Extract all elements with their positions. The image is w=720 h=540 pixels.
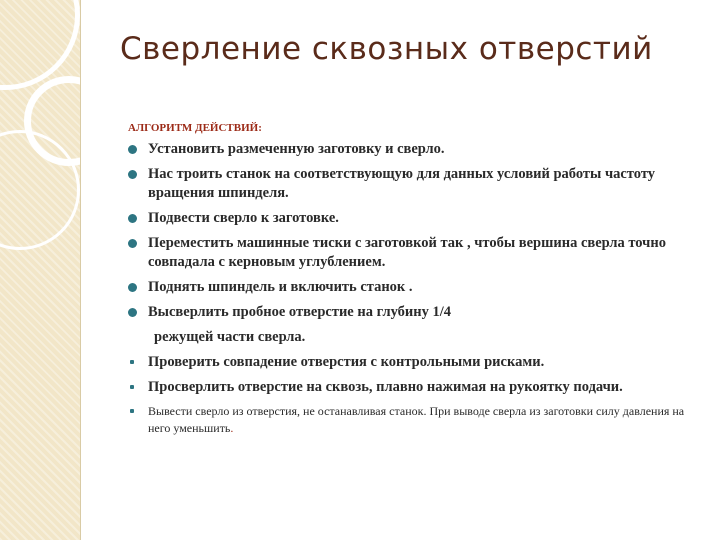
list-item	[128, 303, 698, 322]
list-item-text: режущей части сверла.	[154, 329, 306, 345]
small-bullet-icon	[130, 409, 134, 413]
list-item-text: Высверлить пробное отверстие на глубину 1/4	[148, 304, 452, 320]
round-bullet-icon	[128, 214, 137, 223]
slide-title: Сверление сквозных отверстий	[120, 31, 653, 67]
list-item-text: Вывести сверло из отверстия, не останавливая станок. При выводе сверла из заготовки силу давления на него уменьшить	[148, 404, 685, 435]
trailing-period: .	[230, 421, 234, 435]
list-item	[128, 165, 698, 203]
list-item	[128, 353, 698, 372]
list-item	[128, 140, 698, 159]
list-item-text: Нас троить станок на соответствующую для данных условий работы частоту вращения шпинделя.	[148, 166, 656, 201]
list-item-text: Поднять шпиндель и включить станок .	[148, 279, 413, 295]
instruction-list	[128, 140, 698, 443]
list-item	[128, 328, 698, 347]
list-item	[128, 403, 698, 437]
list-item	[128, 209, 698, 228]
list-item-text: Проверить совпадение отверстия с контрольными рисками.	[148, 354, 545, 370]
list-item-text: Переместить машинные тиски с заготовкой так , чтобы вершина сверла точно совпадала с керновым углублением.	[148, 235, 666, 270]
decorative-side-band	[0, 0, 80, 540]
round-bullet-icon	[128, 283, 137, 292]
slide-subtitle: АЛГОРИТМ ДЕЙСТВИЙ:	[128, 122, 262, 134]
list-item	[128, 278, 698, 297]
list-item-text: Подвести сверло к заготовке.	[148, 210, 339, 226]
list-item-text: Просверлить отверстие на сквозь, плавно нажимая на рукоятку подачи.	[148, 379, 623, 395]
list-item-text: Установить размеченную заготовку и сверло.	[148, 141, 445, 157]
band-divider	[80, 0, 81, 540]
small-bullet-icon	[130, 385, 134, 389]
round-bullet-icon	[128, 239, 137, 248]
round-bullet-icon	[128, 170, 137, 179]
small-bullet-icon	[130, 360, 134, 364]
round-bullet-icon	[128, 145, 137, 154]
list-item	[128, 234, 698, 272]
list-item	[128, 378, 698, 397]
round-bullet-icon	[128, 308, 137, 317]
